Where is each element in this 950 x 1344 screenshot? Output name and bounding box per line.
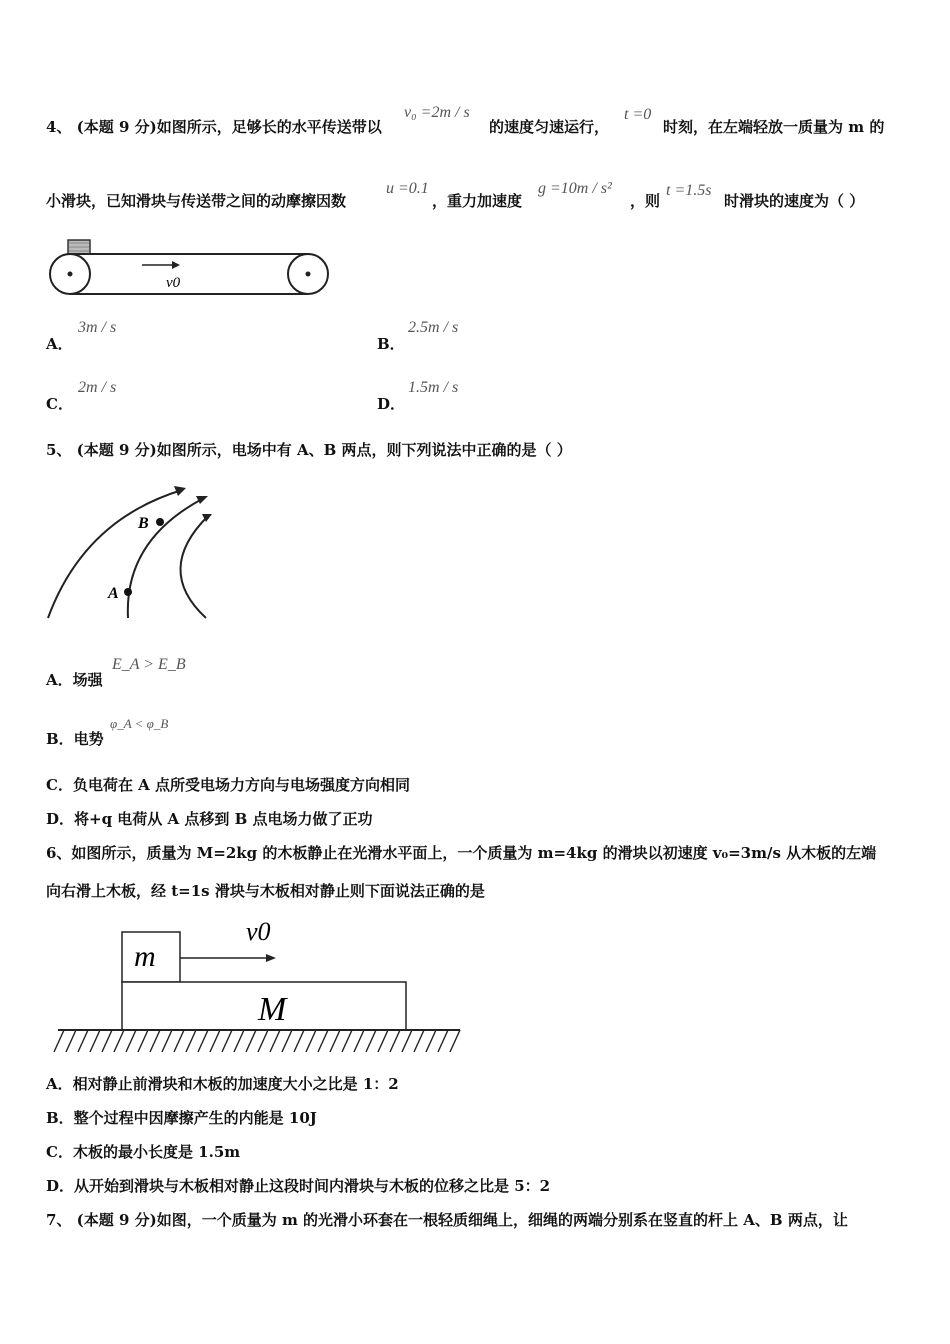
q4-option-b-label: B． [377,335,405,353]
small-block-label: m [134,940,156,973]
q4-option-d-value: 1.5m / s [408,379,459,396]
q5-stem: 5、 (本题 9 分)如图所示，电场中有 A、B 两点，则下列说法中正确的是（ ） [46,441,572,459]
q5-option-c: C．负电荷在 A 点所受电场力方向与电场强度方向相同 [46,776,411,794]
q4-option-a-label: A． [46,335,73,353]
q4-text: ，则 [630,192,661,210]
q6-stem-line1: 6、如图所示，质量为 M=2kg 的木板静止在光滑水平面上，一个质量为 m=4kg 的滑块以初速度 v₀=3m/s 从木板的左端 [46,844,877,862]
q6-option-a: A．相对静止前滑块和木板的加速度大小之比是 1：2 [46,1075,399,1093]
q6-option-c: C．木板的最小长度是 1.5m [46,1143,241,1161]
q6-option-b: B．整个过程中因摩擦产生的内能是 10J [46,1109,317,1127]
q4-text: 时滑块的速度为（ ） [724,192,865,210]
board-label: M [258,991,287,1028]
q7-stem-line1: 7、 (本题 9 分)如图，一个质量为 m 的光滑小环套在一根轻质细绳上，细绳的两端分别系在竖直的杆上 A、B 两点，让 [46,1211,848,1229]
q4-text: 4、 (本题 9 分)如图所示，足够长的水平传送带以 [46,118,382,136]
q4-math-v0: v₀ =2m / s [404,104,470,121]
conveyor-belt-figure [44,234,334,300]
q6-stem-line2: 向右滑上木板，经 t=1s 滑块与木板相对静止则下面说法正确的是 [46,882,485,900]
q4-text: 时刻，在左端轻放一质量为 m 的 [663,118,885,136]
q4-option-c-value: 2m / s [78,379,117,396]
ground-hatching [54,1030,460,1052]
q5-option-b-math: φ_A < φ_B [110,716,169,731]
q4-option-c-label: C． [46,395,73,413]
q4-math-t: t =1.5s [666,182,712,199]
point-b [156,518,164,526]
q4-option-b-value: 2.5m / s [408,319,459,336]
q4-math-g: g =10m / s² [538,180,612,197]
electric-field-figure [44,480,224,625]
q4-text: 的速度匀速运行， [489,118,610,136]
q4-text: ，重力加速度 [432,192,523,210]
v0-label: v0 [166,275,181,291]
q4-math-t0: t =0 [624,106,652,123]
q6-option-d: D．从开始到滑块与木板相对静止这段时间内滑块与木板的位移之比是 5：2 [46,1177,551,1195]
point-b-label: B [138,515,149,532]
field-line-3 [180,516,208,618]
q4-math-mu: u =0.1 [386,180,429,197]
q5-option-d: D．将+q 电荷从 A 点移到 B 点电场力做了正功 [46,810,373,828]
point-a-label: A [108,585,119,602]
block-board-figure [50,918,462,1058]
v0-label: v0 [246,918,271,946]
velocity-arrow [266,954,276,962]
q4-text: 小滑块，已知滑块与传送带之间的动摩擦因数 [46,192,347,210]
q4-option-a-value: 3m / s [78,319,117,336]
q5-option-a-math: E_A > E_B [112,656,186,673]
point-a [124,588,132,596]
velocity-arrow [172,261,180,269]
q5-option-b-label: B．电势 [46,730,104,748]
q5-option-a-label: A．场强 [46,671,103,689]
q4-option-d-label: D． [377,395,406,413]
